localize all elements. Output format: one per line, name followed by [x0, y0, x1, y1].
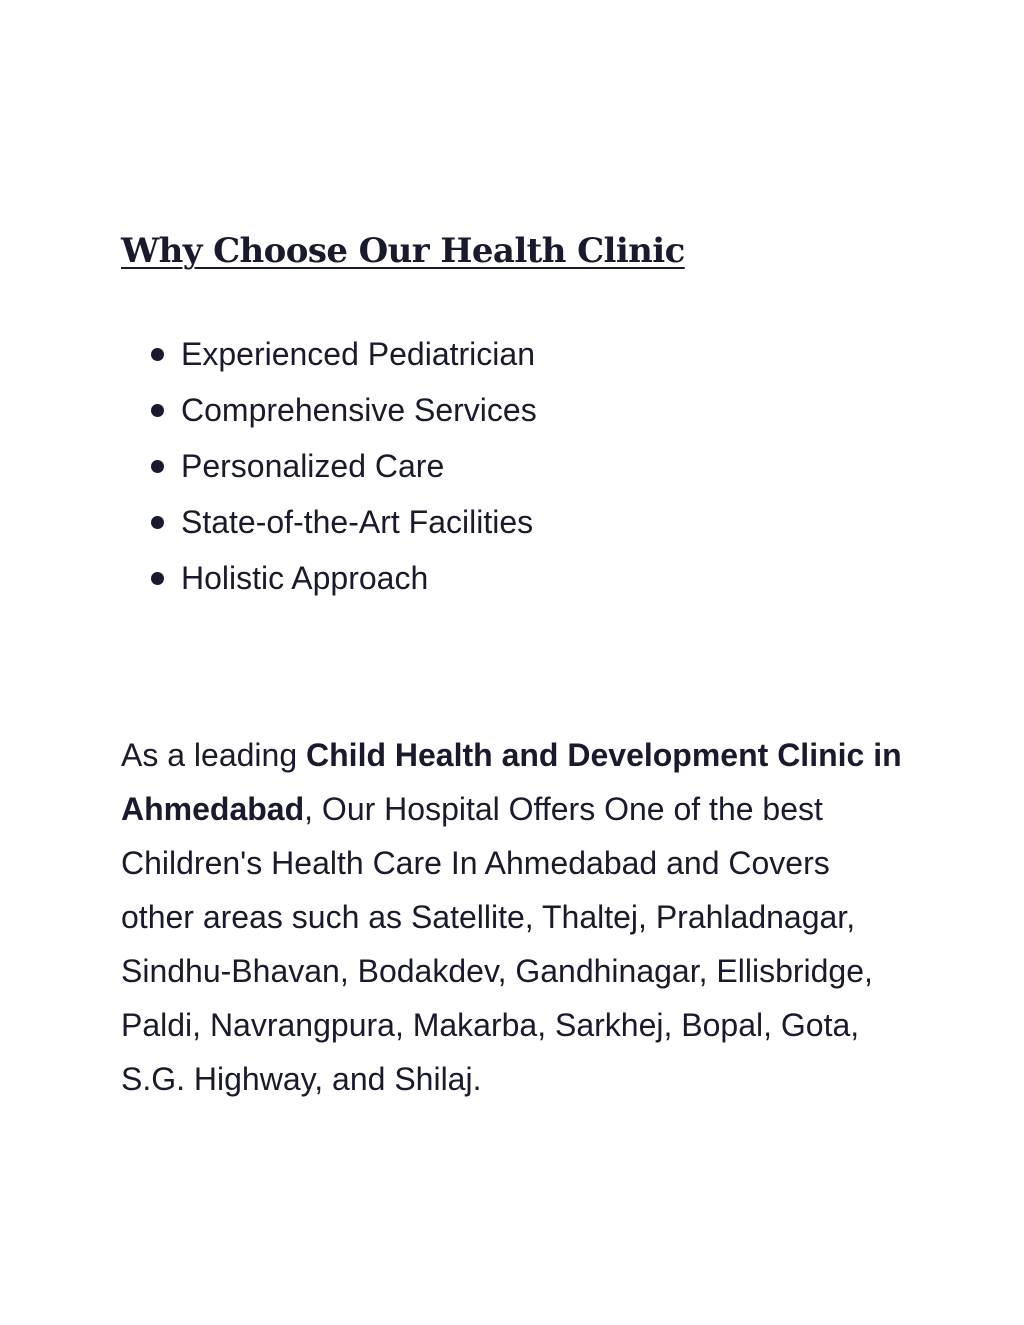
feature-label: Comprehensive Services	[181, 392, 537, 428]
feature-label: Personalized Care	[181, 448, 445, 484]
list-item	[151, 494, 537, 550]
description-highlight: Child Health and Development Clinic in Ahmedabad	[121, 737, 902, 827]
bullet-icon	[151, 516, 164, 529]
bullet-icon	[151, 348, 164, 361]
feature-label: Holistic Approach	[181, 560, 429, 596]
description-intro: As a leading	[121, 737, 307, 773]
bullet-icon	[151, 572, 164, 585]
feature-label: Experienced Pediatrician	[181, 336, 535, 372]
description-body: , Our Hospital Offers One of the best Children's Health Care In Ahmedabad and Covers other areas such as Satellite, Thaltej, Prahladnagar, Sindhu-Bhavan, Bodakdev, Gandhinagar, Ellisbridge, Paldi, Navrangpura, Makarba, Sarkhej, Bopal, Gota, S.G. Highway, and Shilaj.	[121, 791, 873, 1097]
features-list	[151, 326, 537, 606]
bullet-icon	[151, 404, 164, 417]
section-heading: Why Choose Our Health Clinic	[121, 231, 685, 271]
clinic-description	[121, 728, 911, 1106]
list-item	[151, 382, 537, 438]
list-item	[151, 550, 537, 606]
list-item	[151, 326, 537, 382]
feature-label: State-of-the-Art Facilities	[181, 504, 534, 540]
bullet-icon	[151, 460, 164, 473]
list-item	[151, 438, 537, 494]
